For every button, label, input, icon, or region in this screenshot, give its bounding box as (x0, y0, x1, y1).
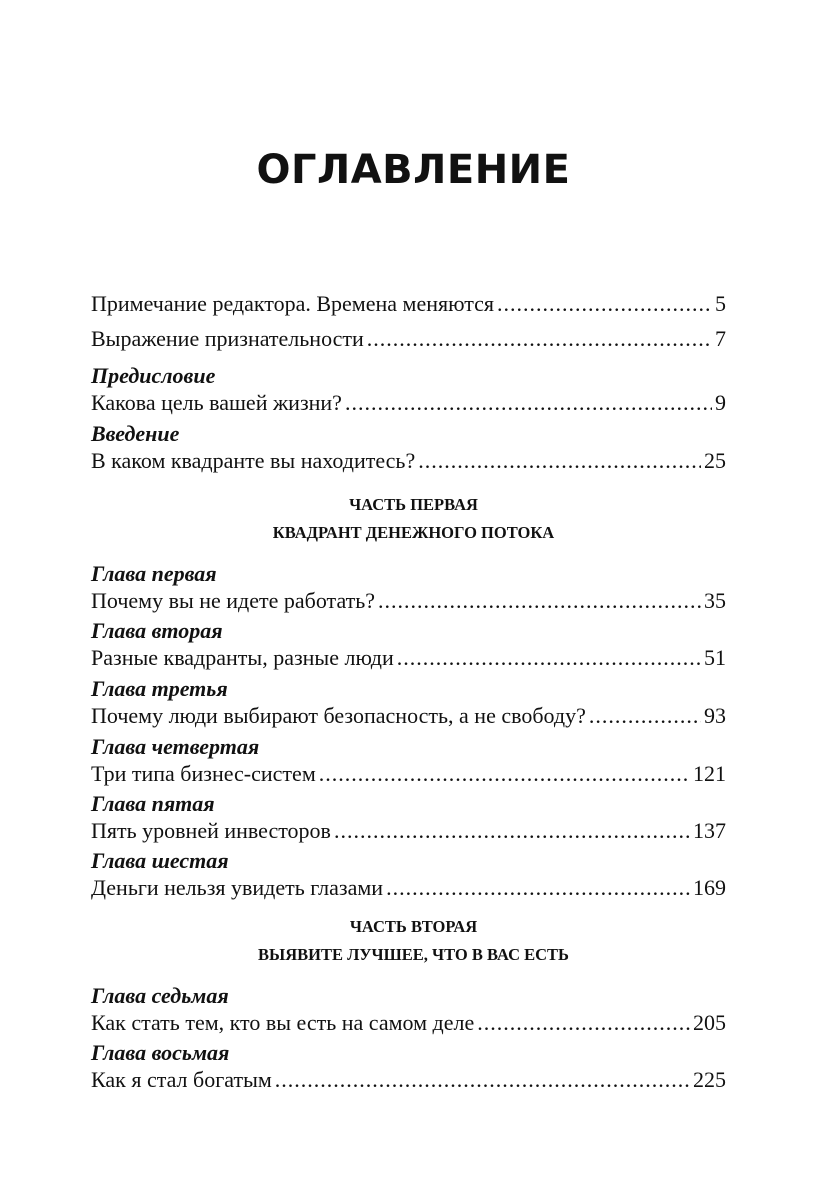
toc-entry-chapter-2[interactable] (91, 618, 726, 672)
toc-page-number: 93 (704, 703, 726, 728)
toc-leader-dots (418, 447, 701, 475)
toc-entry-title: Разные квадранты, разные люди (91, 645, 394, 670)
toc-entry-chapter-6[interactable] (91, 848, 726, 902)
toc-leader-dots (477, 1009, 690, 1037)
toc-page-number: 205 (693, 1010, 726, 1035)
toc-leader-dots (319, 760, 690, 788)
toc-entry-introduction[interactable] (91, 421, 726, 475)
toc-page-number: 9 (715, 390, 726, 415)
toc-entry-chapter-8[interactable] (91, 1040, 726, 1094)
toc-entry-title: Почему люди выбирают безопасность, а не свободу? (91, 703, 586, 728)
toc-leader-dots (386, 874, 690, 902)
chapter-label: Глава первая (91, 561, 217, 586)
toc-entry-title: В каком квадранте вы находитесь? (91, 448, 416, 473)
toc-leader-dots (345, 389, 712, 417)
toc-entry-title: Деньги нельзя увидеть глазами (91, 875, 384, 900)
part-two-heading: ЧАСТЬ ВТОРАЯ (349, 917, 478, 936)
toc-leader-dots (334, 817, 690, 845)
toc-entry-acknowledgements[interactable] (91, 325, 726, 353)
part-one-subheading: КВАДРАНТ ДЕНЕЖНОГО ПОТОКА (272, 523, 555, 542)
toc-page-number: 121 (693, 761, 726, 786)
part-two-subheading: ВЫЯВИТЕ ЛУЧШЕЕ, ЧТО В ВАС ЕСТЬ (258, 945, 569, 964)
chapter-label: Глава третья (91, 676, 228, 701)
toc-entry-title: Примечание редактора. Времена меняются (91, 291, 495, 316)
toc-page-number: 169 (693, 875, 726, 900)
toc-entry-title: Как я стал богатым (91, 1067, 272, 1092)
toc-leader-dots (397, 644, 701, 672)
toc-page-number: 51 (704, 645, 726, 670)
toc-entry-chapter-5[interactable] (91, 791, 726, 845)
toc-entry-title: Какова цель вашей жизни? (91, 390, 342, 415)
chapter-label: Глава четвертая (91, 734, 260, 759)
toc-page-number: 25 (704, 448, 726, 473)
toc-entry-chapter-1[interactable] (91, 561, 726, 615)
toc-page-number: 35 (704, 588, 726, 613)
toc-leader-dots (589, 702, 701, 730)
toc-entry-title: Почему вы не идете работать? (91, 588, 376, 613)
toc-entry-preface[interactable] (91, 363, 726, 417)
chapter-label: Глава седьмая (91, 983, 229, 1008)
page-title: ОГЛАВЛЕНИЕ (256, 147, 571, 193)
toc-entry-chapter-7[interactable] (91, 983, 726, 1037)
chapter-label: Введение (91, 421, 180, 446)
toc-entry-title: Выражение признательности (91, 326, 364, 351)
toc-entry-title: Как стать тем, кто вы есть на самом деле (91, 1010, 475, 1035)
toc-page-number: 137 (693, 818, 726, 843)
toc-page-number: 7 (715, 326, 726, 351)
toc-leader-dots (378, 587, 701, 615)
toc-entry-title: Пять уровней инвесторов (91, 818, 331, 843)
toc-entry-editor-note[interactable] (91, 290, 726, 318)
chapter-label: Глава шестая (91, 848, 229, 873)
toc-page-number: 5 (715, 291, 726, 316)
toc-leader-dots (497, 290, 712, 318)
toc-page-number: 225 (693, 1067, 726, 1092)
toc-leader-dots (275, 1066, 690, 1094)
chapter-label: Предисловие (91, 363, 216, 388)
chapter-label: Глава восьмая (91, 1040, 230, 1065)
chapter-label: Глава пятая (91, 791, 215, 816)
part-one-heading: ЧАСТЬ ПЕРВАЯ (349, 495, 478, 514)
toc-entry-title: Три типа бизнес-систем (91, 761, 316, 786)
toc-leader-dots (367, 325, 712, 353)
toc-entry-chapter-3[interactable] (91, 676, 726, 730)
chapter-label: Глава вторая (91, 618, 223, 643)
toc-entry-chapter-4[interactable] (91, 734, 726, 788)
